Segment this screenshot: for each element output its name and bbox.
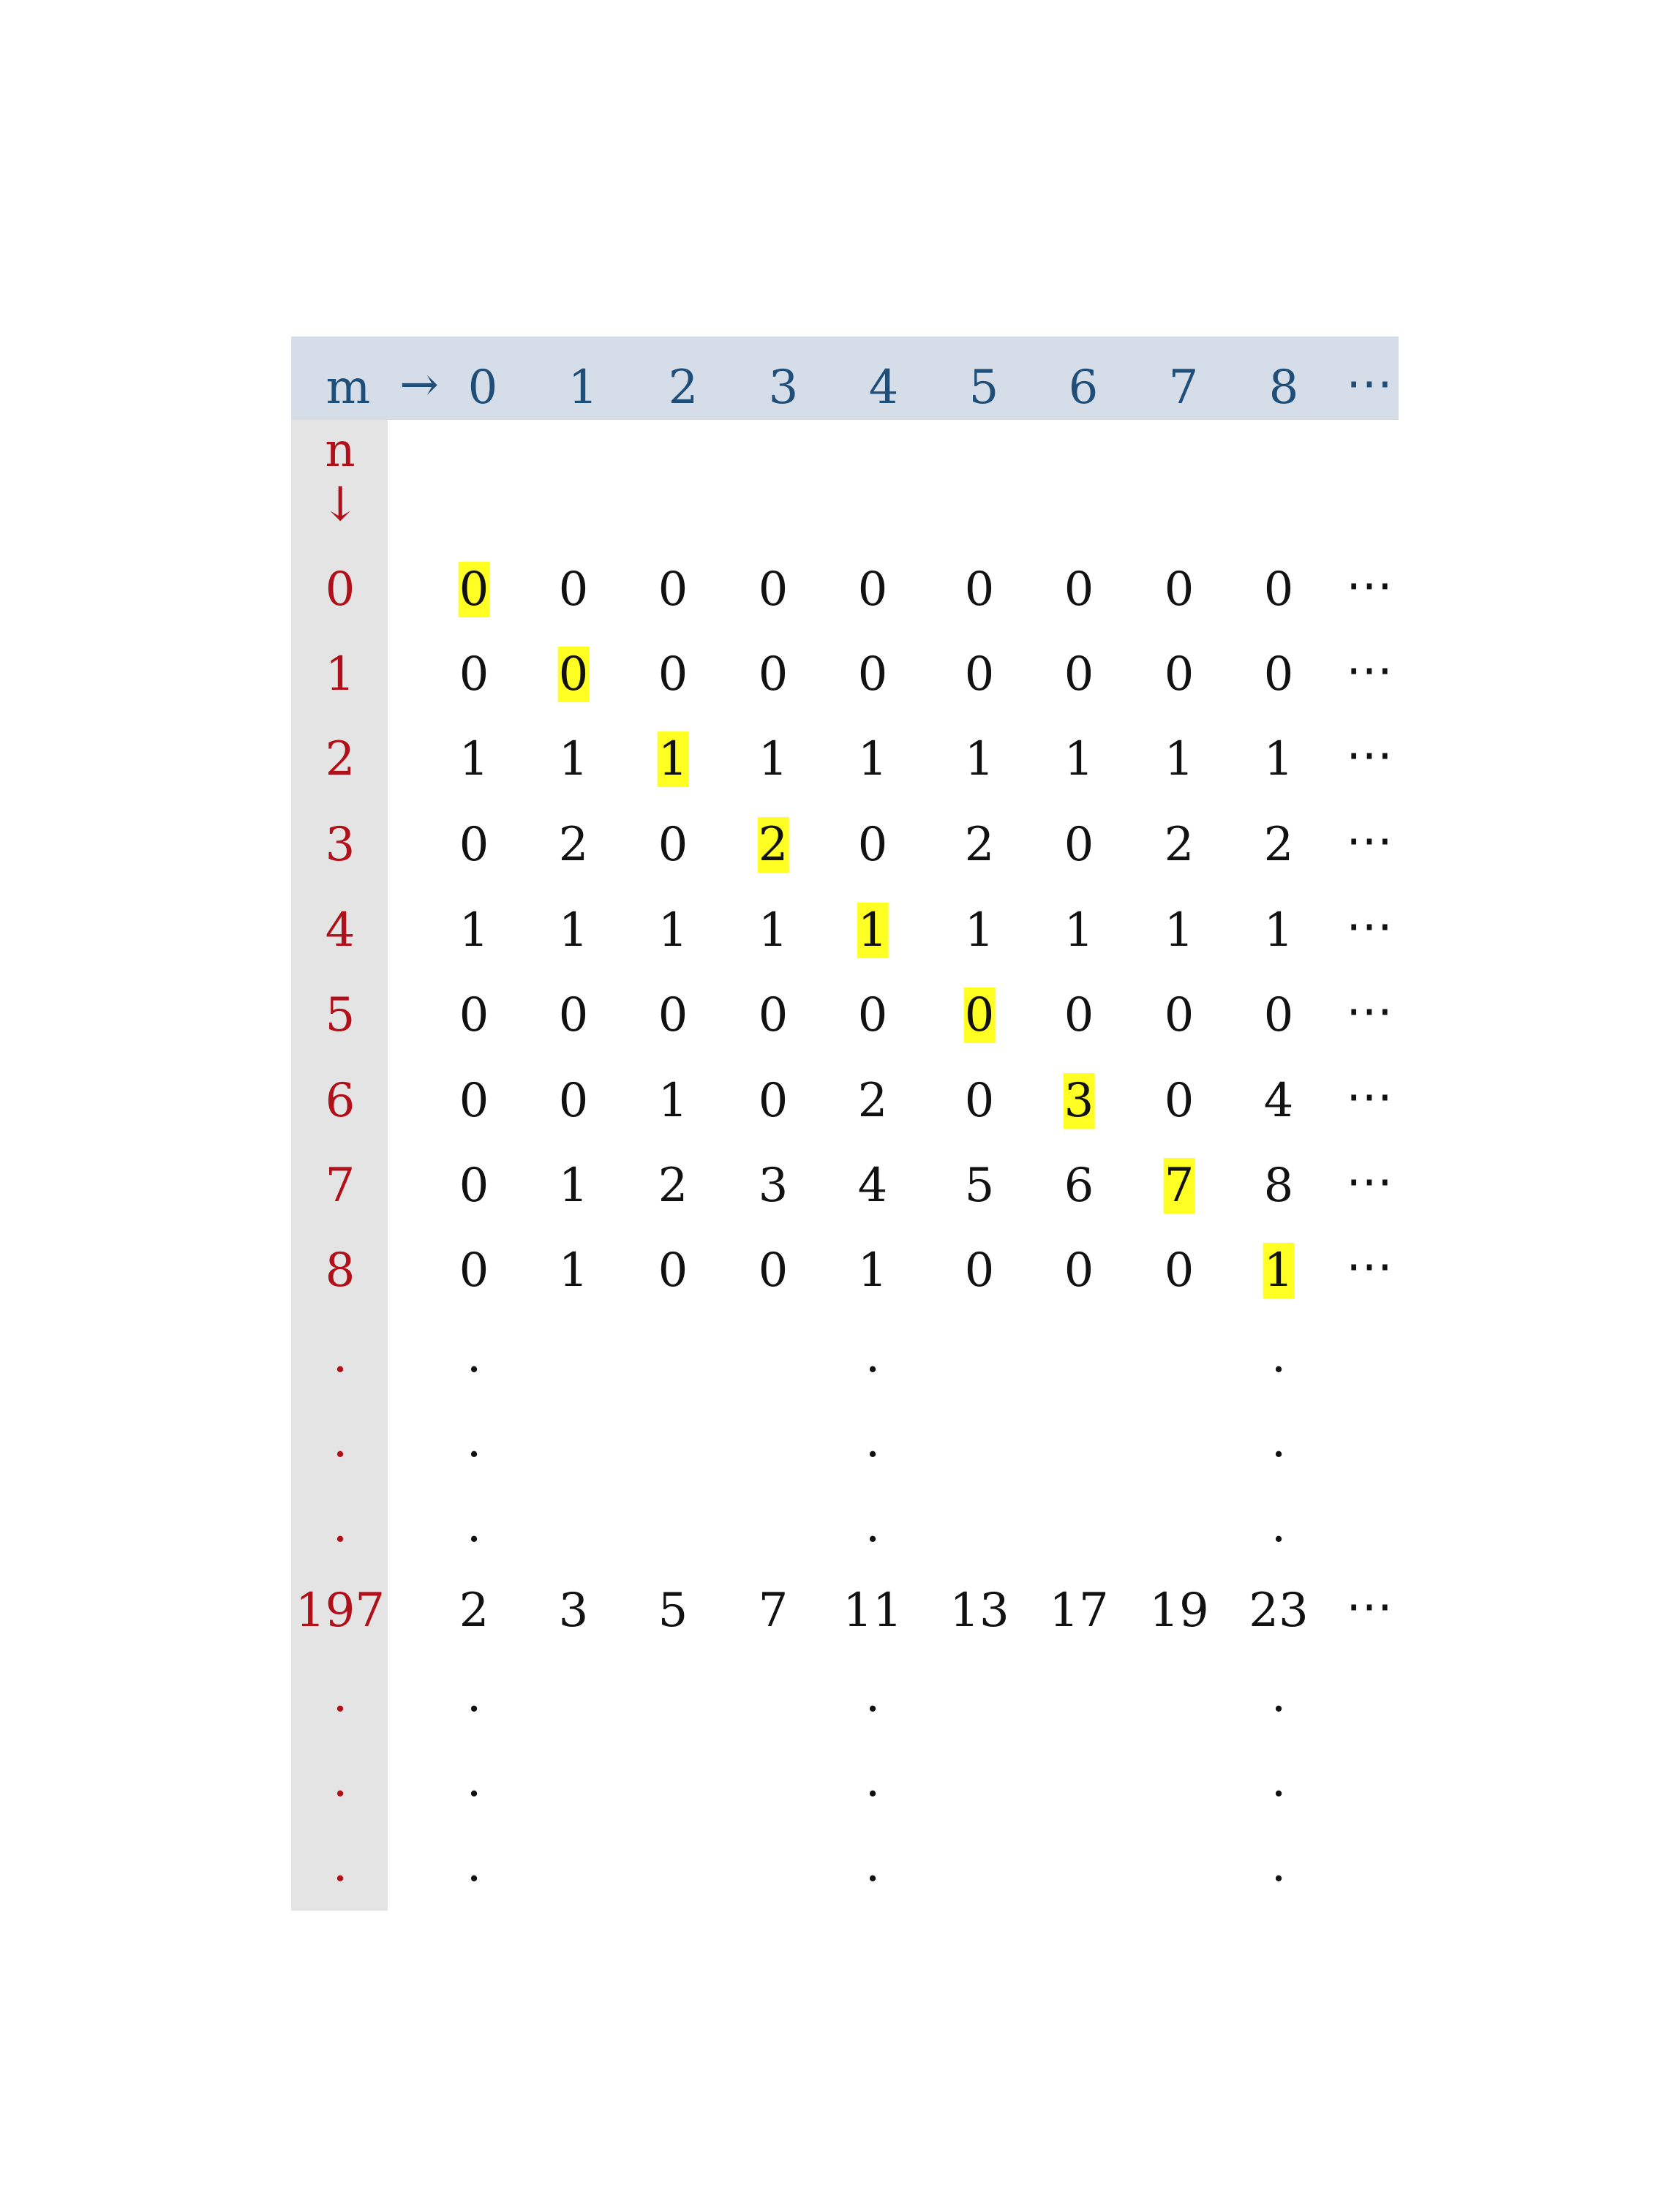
table-cell: 0 <box>658 818 688 872</box>
row-label-dot: . <box>332 1669 348 1723</box>
table-cell: 0 <box>459 647 489 701</box>
table-cell: 1 <box>558 732 589 786</box>
continuation-dot: . <box>865 1838 881 1892</box>
row-label-dot: . <box>332 1753 348 1807</box>
row-label-5: 5 <box>325 988 356 1042</box>
table-cell: 1 <box>1164 732 1195 786</box>
table-cell: 0 <box>758 647 789 701</box>
m-axis-label: m <box>326 361 371 415</box>
row-label-dot: . <box>332 1499 348 1553</box>
continuation-dot: . <box>466 1499 482 1553</box>
table-cell: 0 <box>1263 647 1294 701</box>
table-cell: 0 <box>857 647 888 701</box>
table-cell-highlighted: 0 <box>459 563 489 617</box>
table-cell: 0 <box>558 563 589 617</box>
table-cell: 2 <box>1164 818 1195 872</box>
row-label-dot: . <box>332 1329 348 1383</box>
table-cell: 1 <box>1263 903 1294 958</box>
table-cell: 0 <box>1064 563 1094 617</box>
row-ellipsis: ⋯ <box>1346 728 1393 782</box>
row-label-8: 8 <box>325 1244 356 1298</box>
table-cell: 0 <box>1064 647 1094 701</box>
table-cell-highlighted: 0 <box>964 988 995 1042</box>
table-cell: 3 <box>758 1159 789 1213</box>
row-label-3: 3 <box>325 818 356 872</box>
table-cell: 4 <box>1263 1074 1294 1128</box>
table-cell: 0 <box>1164 988 1195 1042</box>
row-label-6: 6 <box>325 1074 356 1128</box>
continuation-dot: . <box>466 1329 482 1383</box>
column-header-3: 3 <box>768 361 799 415</box>
table-cell: 0 <box>1263 563 1294 617</box>
column-header-band <box>291 336 1399 420</box>
table-cell: 1 <box>857 732 888 786</box>
table-cell: 0 <box>658 988 688 1042</box>
table-cell: 0 <box>1064 1244 1094 1298</box>
table-cell: 2 <box>964 818 995 872</box>
table-cell: 0 <box>558 1074 589 1128</box>
table-cell: 2 <box>658 1159 688 1213</box>
table-cell: 1 <box>459 903 489 958</box>
row-label-dot: . <box>332 1414 348 1468</box>
table-cell: 0 <box>1263 988 1294 1042</box>
header-ellipsis: ⋯ <box>1346 356 1393 410</box>
table-cell: 0 <box>459 1074 489 1128</box>
table-cell: 0 <box>857 818 888 872</box>
right-arrow-icon: → <box>399 358 439 412</box>
down-arrow-icon: ↓ <box>320 478 360 532</box>
n-axis-label: n <box>325 424 356 478</box>
column-header-1: 1 <box>568 361 598 415</box>
table-cell: 2 <box>558 818 589 872</box>
table-cell: 1 <box>459 732 489 786</box>
table-cell-highlighted: 1 <box>1263 1244 1294 1298</box>
table-cell: 1 <box>1164 903 1195 958</box>
table-cell: 0 <box>459 1244 489 1298</box>
continuation-dot: . <box>1271 1669 1287 1723</box>
row-label-197: 197 <box>295 1584 385 1638</box>
row-label-2: 2 <box>325 732 356 786</box>
table-cell: 5 <box>658 1584 688 1638</box>
table-cell: 0 <box>857 563 888 617</box>
table-cell: 2 <box>1263 818 1294 872</box>
table-cell: 0 <box>1164 1244 1195 1298</box>
table-cell: 1 <box>1263 732 1294 786</box>
continuation-dot: . <box>1271 1329 1287 1383</box>
continuation-dot: . <box>1271 1753 1287 1807</box>
table-cell: 0 <box>758 1074 789 1128</box>
table-cell: 1 <box>964 732 995 786</box>
table-cell: 1 <box>1064 903 1094 958</box>
continuation-dot: . <box>466 1414 482 1468</box>
table-cell: 1 <box>857 1244 888 1298</box>
row-ellipsis: ⋯ <box>1346 558 1393 612</box>
table-cell: 1 <box>758 903 789 958</box>
table-cell: 0 <box>964 1074 995 1128</box>
table-cell: 2 <box>459 1584 489 1638</box>
table-cell: 0 <box>658 1244 688 1298</box>
table-cell: 8 <box>1263 1159 1294 1213</box>
row-label-4: 4 <box>325 903 356 958</box>
column-header-2: 2 <box>668 361 699 415</box>
table-cell: 1 <box>558 1244 589 1298</box>
table-cell: 1 <box>558 1159 589 1213</box>
column-header-7: 7 <box>1168 361 1199 415</box>
row-label-7: 7 <box>325 1159 356 1213</box>
table-cell: 0 <box>658 563 688 617</box>
column-header-5: 5 <box>968 361 999 415</box>
column-header-8: 8 <box>1268 361 1299 415</box>
table-cell: 0 <box>459 988 489 1042</box>
row-label-dot: . <box>332 1838 348 1892</box>
table-cell: 13 <box>949 1584 1009 1638</box>
table-cell: 1 <box>758 732 789 786</box>
continuation-dot: . <box>466 1753 482 1807</box>
table-cell-highlighted: 3 <box>1064 1074 1094 1128</box>
table-cell: 0 <box>964 1244 995 1298</box>
continuation-dot: . <box>1271 1838 1287 1892</box>
table-cell: 0 <box>658 647 688 701</box>
table-cell: 7 <box>758 1584 789 1638</box>
table-cell: 0 <box>964 647 995 701</box>
table-cell-highlighted: 7 <box>1164 1159 1195 1213</box>
row-ellipsis: ⋯ <box>1346 984 1393 1038</box>
row-ellipsis: ⋯ <box>1346 899 1393 953</box>
continuation-dot: . <box>865 1414 881 1468</box>
table-cell: 1 <box>658 903 688 958</box>
table-cell: 3 <box>558 1584 589 1638</box>
table-cell: 4 <box>857 1159 888 1213</box>
table-cell: 1 <box>1064 732 1094 786</box>
table-cell-highlighted: 1 <box>658 732 688 786</box>
table-cell: 5 <box>964 1159 995 1213</box>
column-header-0: 0 <box>467 361 498 415</box>
table-cell-highlighted: 1 <box>857 903 888 958</box>
continuation-dot: . <box>865 1499 881 1553</box>
table-cell: 0 <box>558 988 589 1042</box>
table-cell: 0 <box>1164 1074 1195 1128</box>
continuation-dot: . <box>466 1838 482 1892</box>
continuation-dot: . <box>865 1753 881 1807</box>
table-cell: 1 <box>658 1074 688 1128</box>
continuation-dot: . <box>466 1669 482 1723</box>
table-cell: 1 <box>964 903 995 958</box>
row-ellipsis: ⋯ <box>1346 1579 1393 1633</box>
continuation-dot: . <box>1271 1414 1287 1468</box>
table-cell: 0 <box>1164 563 1195 617</box>
table-cell: 19 <box>1149 1584 1209 1638</box>
table-cell: 0 <box>459 1159 489 1213</box>
continuation-dot: . <box>865 1669 881 1723</box>
table-cell-highlighted: 2 <box>758 818 789 872</box>
table-cell: 0 <box>1064 818 1094 872</box>
table-cell: 11 <box>843 1584 903 1638</box>
table-cell: 0 <box>1064 988 1094 1042</box>
table-cell: 0 <box>758 1244 789 1298</box>
continuation-dot: . <box>1271 1499 1287 1553</box>
row-ellipsis: ⋯ <box>1346 1069 1393 1124</box>
row-label-1: 1 <box>325 647 356 701</box>
row-ellipsis: ⋯ <box>1346 1154 1393 1208</box>
table-cell: 23 <box>1249 1584 1309 1638</box>
table-cell: 2 <box>857 1074 888 1128</box>
table-cell-highlighted: 0 <box>558 647 589 701</box>
table-cell: 0 <box>857 988 888 1042</box>
row-ellipsis: ⋯ <box>1346 813 1393 868</box>
column-header-4: 4 <box>868 361 899 415</box>
column-header-6: 6 <box>1068 361 1099 415</box>
table-cell: 0 <box>758 988 789 1042</box>
table-cell: 0 <box>964 563 995 617</box>
table-cell: 1 <box>558 903 589 958</box>
table-cell: 6 <box>1064 1159 1094 1213</box>
table-cell: 0 <box>758 563 789 617</box>
table-cell: 0 <box>459 818 489 872</box>
continuation-dot: . <box>865 1329 881 1383</box>
table-cell: 17 <box>1049 1584 1109 1638</box>
table-cell: 0 <box>1164 647 1195 701</box>
row-ellipsis: ⋯ <box>1346 643 1393 697</box>
row-label-0: 0 <box>325 563 356 617</box>
row-ellipsis: ⋯ <box>1346 1239 1393 1293</box>
